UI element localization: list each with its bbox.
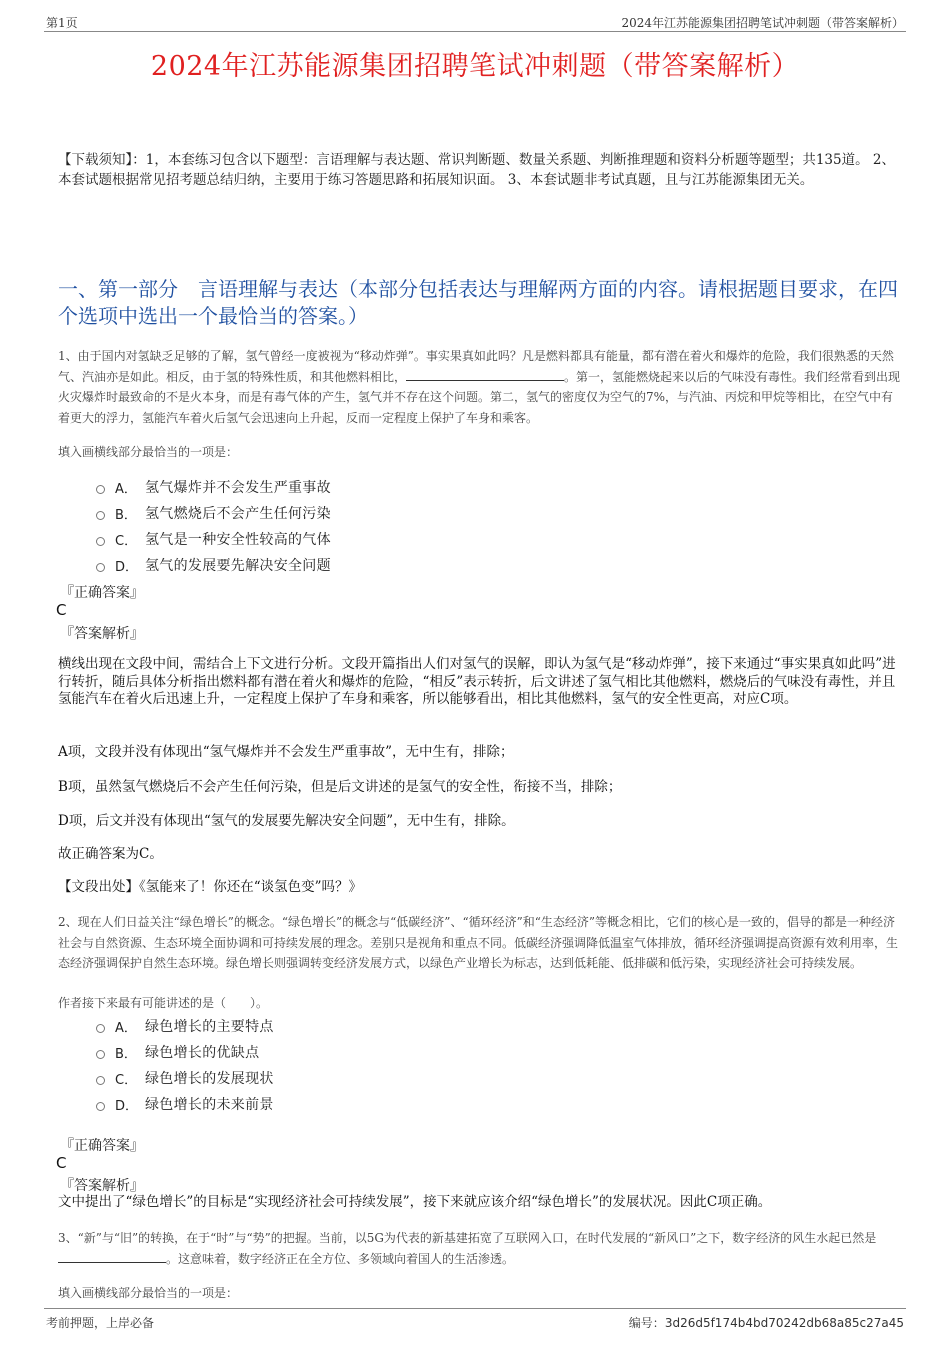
radio-icon[interactable] [96, 1102, 105, 1111]
q1-option-b-note: B项，虽然氢气燃烧后不会产生任何污染，但是后文讲述的是氢气的安全性，衔接不当，排除； [58, 779, 622, 795]
q2-option-c[interactable]: C． 绿色增长的发展现状 [96, 1068, 274, 1088]
q1-option-a-note: A项，文段并没有体现出“氢气爆炸并不会发生严重事故”，无中生有，排除； [58, 744, 514, 760]
q1-answer: C [56, 601, 67, 619]
q1-conclusion: 故正确答案为C。 [58, 846, 163, 862]
q2-option-d[interactable]: D． 绿色增长的未来前景 [96, 1094, 274, 1114]
question-2-prompt: 作者接下来最有可能讲述的是（ ）。 [58, 996, 269, 1010]
radio-icon[interactable] [96, 537, 105, 546]
radio-icon[interactable] [96, 485, 105, 494]
footer-divider [44, 1308, 906, 1309]
fill-blank [406, 370, 564, 381]
q1-answer-tag: 『正确答案』 [60, 585, 144, 601]
radio-icon[interactable] [96, 1076, 105, 1085]
q2-answer-tag: 『正确答案』 [60, 1138, 144, 1154]
question-1-prompt: 填入画横线部分最恰当的一项是： [58, 445, 239, 459]
q1-option-d-note: D项，后文并没有体现出“氢气的发展要先解决安全问题”，无中生有，排除。 [58, 813, 515, 829]
q2-option-a[interactable]: A． 绿色增长的主要特点 [96, 1016, 274, 1036]
question-1-text: 1、由于国内对氢缺乏足够的了解，氢气曾经一度被视为“移动炸弹”。事实果真如此吗？凡是燃料都具有能量，都有潜在着火和爆炸的危险，我们很熟悉的天然气、汽油亦是如此。相反，由于氢的特殊性质，和其他燃料相比， 。第一，氢能燃烧起来以后的气味没有毒性。我们经常看到出现火灾爆炸时最致命的不是火本身，而是有毒气体的产生，氢气并不存在这个问题。第二，氢气的密度仅为空气的7%，与汽油、丙烷和甲烷等相比，在空气中有着更大的浮力，氢能汽车着火后氢气会迅速向上升起，反而一定程度上保护了车身和乘客。 [58, 349, 901, 425]
q1-option-d[interactable]: D． 氢气的发展要先解决安全问题 [96, 555, 331, 575]
q1-option-c[interactable]: C． 氢气是一种安全性较高的气体 [96, 529, 331, 549]
header-divider [44, 31, 906, 32]
q1-analysis-tag: 『答案解析』 [60, 626, 144, 642]
q1-option-a[interactable]: A． 氢气爆炸并不会发生严重事故 [96, 477, 331, 497]
document-title: 2024年江苏能源集团招聘笔试冲刺题（带答案解析） [150, 51, 800, 82]
footer-code: 编号：3d26d5f174b4bd70242db68a85c27a45 [628, 1316, 904, 1330]
q2-analysis: 文中提出了“绿色增长”的目标是“实现经济社会可持续发展”，接下来就应该介绍“绿色增长”的发展状况。因此C项正确。 [58, 1194, 772, 1210]
radio-icon[interactable] [96, 511, 105, 520]
q1-option-b[interactable]: B． 氢气燃烧后不会产生任何污染 [96, 503, 331, 523]
page-number: 第1页 [46, 16, 78, 30]
q2-option-b[interactable]: B． 绿色增长的优缺点 [96, 1042, 259, 1062]
fill-blank [58, 1252, 166, 1263]
radio-icon[interactable] [96, 563, 105, 572]
download-notice: 【下载须知】：1，本套练习包含以下题型：言语理解与表达题、常识判断题、数量关系题、判断推理题和资料分析题等题型；共135道。 2、本套试题根据常见招考题总结归纳，主要用于练习答题思路和拓展知识面。 3、本套试题非考试真题，且与江苏能源集团无关。 [58, 152, 895, 188]
section-heading: 一、第一部分 言语理解与表达（本部分包括表达与理解两方面的内容。请根据题目要求，在四个选项中选出一个最恰当的答案。） [58, 277, 898, 328]
q1-analysis: 横线出现在文段中间，需结合上下文进行分析。文段开篇指出人们对氢气的误解，即认为氢气是“移动炸弹”，接下来通过“事实果真如此吗”进行转折，随后具体分析指出燃料都有潜在着火和爆炸的危险，“相反”表示转折，后文讲述了氢气相比其他燃料，燃烧后的气味没有毒性，并且氢能汽车在着火后迅速上升，一定程度上保护了车身和乘客，所以能够看出，相比其他燃料，氢气的安全性更高，对应C项。 [58, 656, 896, 707]
q1-source: 【文段出处】《氢能来了！你还在“谈氢色变”吗？》 [58, 879, 363, 895]
question-2-text: 2、现在人们日益关注“绿色增长”的概念。“绿色增长”的概念与“低碳经济”、“循环经济”和“生态经济”等概念相比，它们的核心是一致的，倡导的都是一种经济社会与自然资源、生态环境全面协调和可持续发展的理念。差别只是视角和重点不同。低碳经济强调降低温室气体排放，循环经济强调提高资源有效利用率，生态经济强调保护自然生态环境。绿色增长则强调转变经济发展方式，以绿色产业增长为标志，达到低耗能、低排碳和低污染，实现经济社会可持续发展。 [58, 915, 899, 970]
question-3-prompt: 填入画横线部分最恰当的一项是： [58, 1286, 239, 1300]
footer-slogan: 考前押题，上岸必备 [46, 1316, 155, 1330]
header-title: 2024年江苏能源集团招聘笔试冲刺题（带答案解析） [621, 16, 904, 30]
radio-icon[interactable] [96, 1024, 105, 1033]
radio-icon[interactable] [96, 1050, 105, 1059]
q2-answer: C [56, 1154, 67, 1172]
question-3-text: 3、“新”与“旧”的转换，在于“时”与“势”的把握。当前，以5G为代表的新基建拓宽了互联网入口，在时代发展的“新风口”之下，数字经济的风生水起已然是。这意味着，数字经济正在全方位、多领域向着国人的生活渗透。 [58, 1231, 877, 1266]
q2-analysis-tag: 『答案解析』 [60, 1178, 144, 1194]
